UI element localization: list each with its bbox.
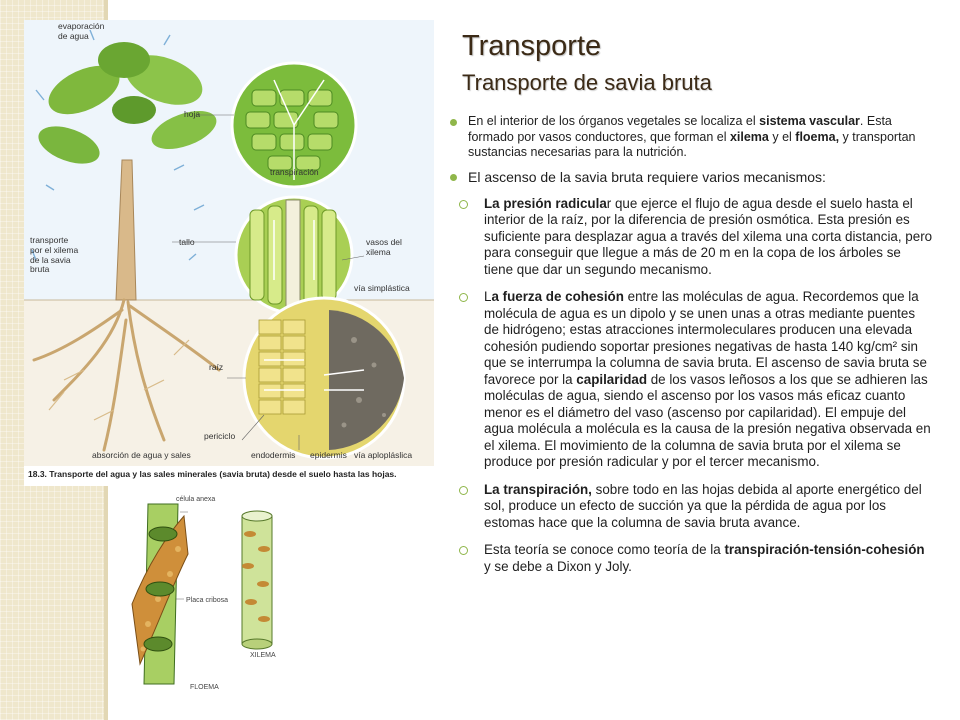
text: r que ejerce el flujo de agua desde el suelo hasta el interior de la raíz, por la diferencia de presión osmótica. Esta presión es suficiente para desplazar agua a través del xilema una corta distancia, pero para conseguir que llegue a más de 20 m en la copa de los árboles se tiene que dar un segundo mecanismo. [484, 195, 933, 277]
label-raiz: raíz [209, 362, 224, 372]
label-evaporacion: evaporación de agua [58, 21, 105, 41]
text: y transportan sustancias necesarias para la nutrición. [468, 129, 916, 159]
label-absorcion: absorción de agua y sales [92, 450, 191, 460]
term-sistema-vascular: sistema vascular [759, 114, 860, 128]
label-floema: FLOEMA [190, 684, 219, 691]
paragraph-mecanismos: El ascenso de la savia bruta requiere varios mecanismos: [448, 169, 933, 186]
label-placa-cribosa: Placa cribosa [186, 597, 229, 604]
label-periciclo: periciclo [204, 431, 236, 441]
label-via-simplastica: vía simplástica [354, 283, 410, 293]
vessels-figure [118, 494, 328, 694]
plant-transport-figure [24, 20, 434, 486]
label-vasos-xilema: vasos del xilema [366, 237, 402, 257]
label-transporte-xilema: transporte por el xilema de la savia bruta [30, 235, 79, 275]
paragraph-sistema-vascular [448, 114, 933, 161]
page-title: Transporte [462, 30, 602, 62]
term-transpiracion-tension-cohesion: transpiración-tensión-cohesión [724, 542, 925, 557]
label-endodermis: endodermis [251, 450, 296, 460]
term-presion-radicular: La presión radicula [484, 195, 607, 211]
text: L [484, 289, 492, 304]
text: y el [768, 129, 796, 144]
label-transpiracion: transpiración [270, 167, 319, 177]
label-celula-anexa: célula anexa [176, 496, 216, 503]
term-capilaridad: capilaridad [576, 371, 647, 387]
figure-caption [28, 469, 432, 479]
caption-text: Transporte del agua y las sales minerales (savia bruta) desde el suelo hasta las hojas. [49, 469, 397, 479]
text: Esta teoría se conoce como teoría de la [484, 542, 725, 557]
text: entre las moléculas de agua. Recordemos que la molécula de agua es un dipolo y se unen unas a otras mediante puentes de hidrógeno; estas atracciones intermoleculares producen una elevada cohesión pudiendo soportar presiones negativas de hasta 140 kg/cm² sin que se interrumpa la columna de savia bruta. El ascenso de savia bruta se favorece por la [484, 289, 927, 387]
text: sobre todo en las hojas debida al aporte energético del sol, produce un efecto de succión ya que la pérdida de agua por los estomas hace que la columna de savia bruta avance. [484, 481, 922, 530]
mechanism-transpiracion [448, 482, 933, 532]
term-floema: floema, [795, 129, 840, 144]
mechanism-teoria [448, 542, 933, 575]
label-xilema: XILEMA [250, 652, 276, 659]
label-tallo: tallo [179, 237, 195, 247]
content-body [448, 114, 933, 586]
label-hoja: hoja [184, 109, 201, 119]
label-via-apoplastica: vía aplopláslica [354, 450, 413, 460]
mechanism-presion-radicular [448, 196, 933, 279]
text: de los vasos leñosos a los que se adhieren las moléculas de agua, siendo el ascenso por los vasos más eficaz cuanto menor es el diámetro del vaso (ascenso por capilaridad). El empuje del agua molécula a molécula es la causa de la presión negativa observada en el xilema. El movimiento de la columna de savia bruta por el xilema se produce por presión radicular y por el tercer mecanismo. [484, 371, 931, 469]
term-fuerza-cohesion: a fuerza de cohesión [491, 289, 624, 304]
label-epidermis: epidermis [310, 450, 347, 460]
text: En el interior de los órganos vegetales se localiza el [468, 114, 760, 128]
mechanism-fuerza-cohesion [448, 289, 933, 471]
page-subtitle: Transporte de savia bruta [462, 70, 712, 95]
caption-number: 18.3. [28, 469, 47, 479]
text: y se debe a Dixon y Joly. [484, 558, 632, 574]
text: . Esta formado por vasos conductores, que forman el [468, 114, 892, 144]
term-transpiracion: La transpiración, [484, 481, 592, 497]
vessels-illustration [118, 494, 328, 694]
term-xilema: xilema [729, 129, 769, 144]
